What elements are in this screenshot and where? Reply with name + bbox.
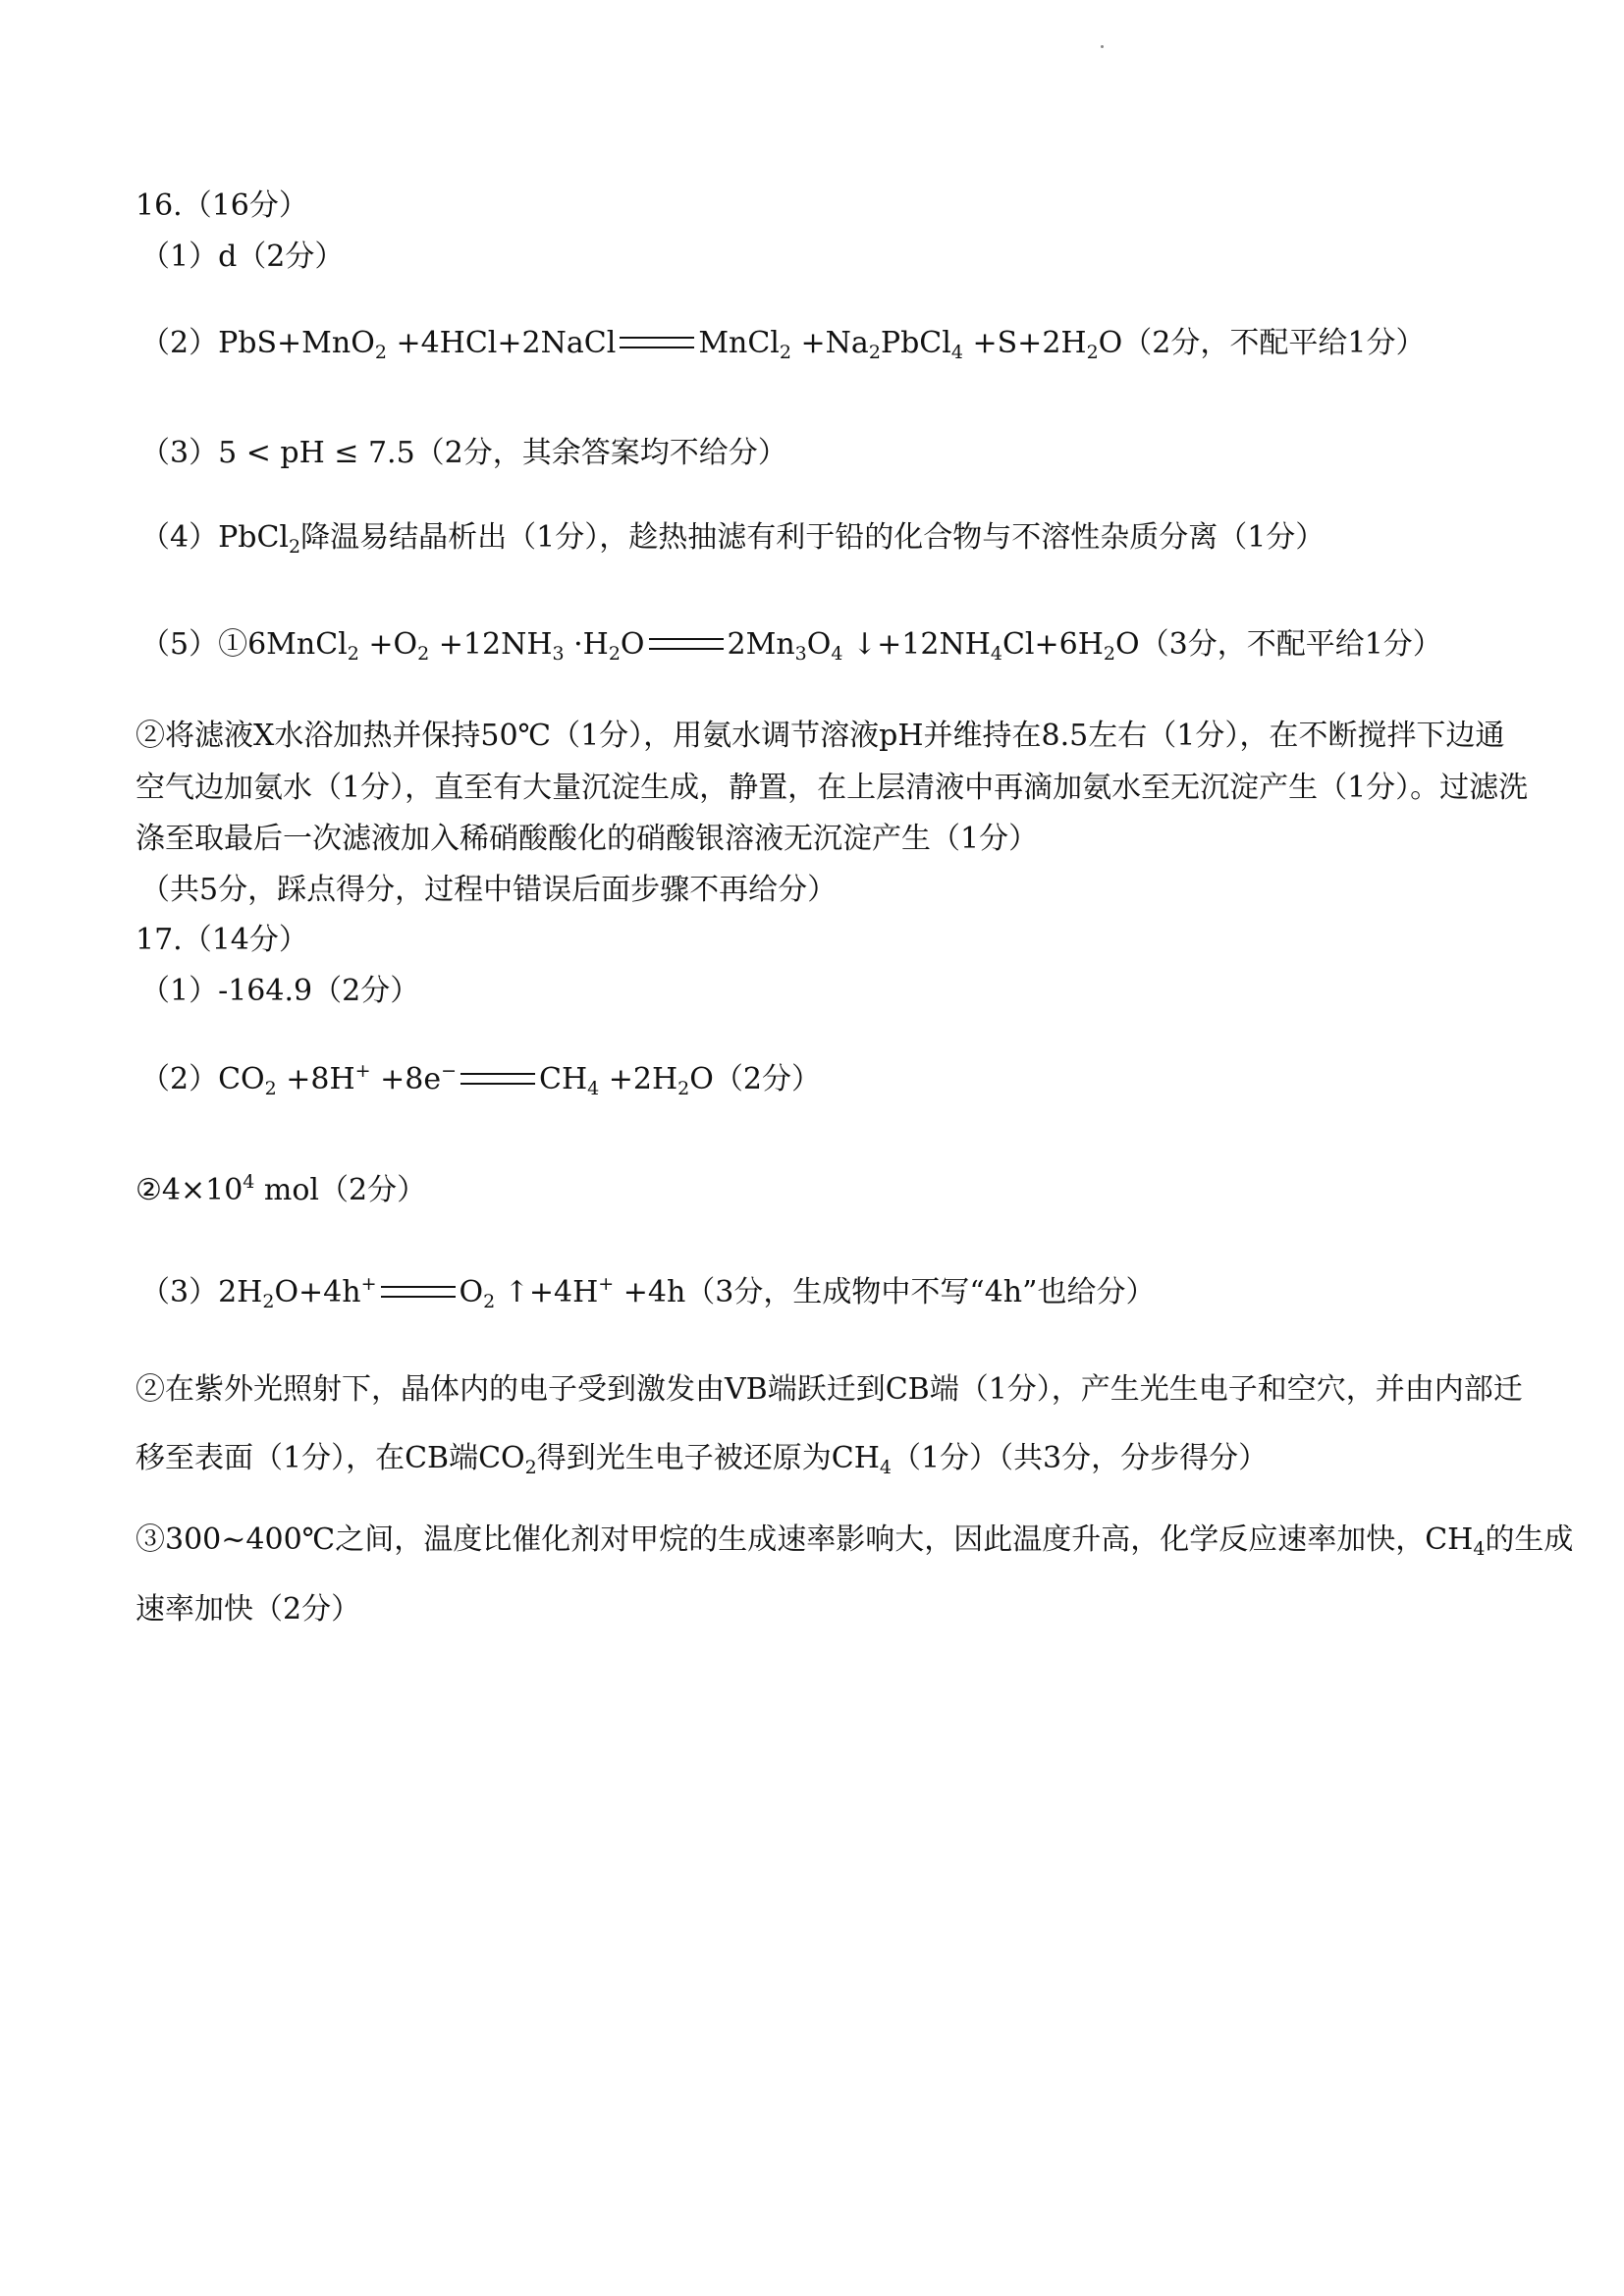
q16-part4: （4）PbCl$_2$降温易结晶析出（1分），趁热抽滤有利于铅的化合物与不溶性杂质分离（1分） <box>140 520 1326 558</box>
equals-sign <box>460 1073 535 1085</box>
q17-part3b-line2: 移至表面（1分），在CB端$CO_2$得到光生电子被还原为$CH_4(1$分）（共3分，分步得分） <box>135 1441 1269 1478</box>
q17-part1: （1）-164.9（2分） <box>140 974 420 1008</box>
equals-sign <box>620 337 694 348</box>
q16-part2-equation: （2）PbS+MnO$_2$ +4HCl+2NaCl MnCl$_2$ $+Na_2PbCl_4 +S+2H_2O(2$分，不配平给1分） <box>140 326 1426 363</box>
q16-part5b-line1: ②将滤液X水浴加热并保持50℃（1分），用氨水调节溶液pH并维持在8.5左右（1分），在不断搅拌下边通 <box>135 719 1505 753</box>
q16-part5-equation: （5）①6MnCl$_2$ $+O_2 +12NH_3 \cdot H_2O$ $2Mn_3O_4$ $↓+12NH_4Cl+6H_2O(3$分，不配平给1分） <box>140 627 1442 665</box>
q16-part1: （1）d（2分） <box>140 240 345 274</box>
q17-header: 17.（14分） <box>135 923 308 957</box>
q17-part3b-line1: ②在紫外光照射下，晶体内的电子受到激发由VB端跃迁到CB端（1分），产生光生电子和空穴，并由内部迁 <box>135 1372 1523 1407</box>
equals-sign <box>649 638 724 650</box>
scan-speck <box>1101 45 1104 48</box>
q17-part3-equation: $(3)2H_2O+4h^+$ $O_2$ ↑+4H+ +4h（3分，生成物中不写“4h”也给分） <box>140 1273 1156 1312</box>
q16-part5b-line3: 涤至取最后一次滤液加入稀硝酸酸化的硝酸银溶液无沉淀产生（1分） <box>135 822 1039 856</box>
q17-part2-equation: $(2)CO_2 +8H^+ +8e^-$ $CH_4 +2H_2O(2$分） <box>140 1060 821 1099</box>
equals-sign <box>381 1286 456 1298</box>
q17-part2b: $②4\times 10^4$ mol（2分） <box>135 1171 427 1207</box>
q16-header: 16.（16分） <box>135 188 308 223</box>
q17-part3c-line1: ③300~400℃之间，温度比催化剂对甲烷的生成速率影响大，因此温度升高，化学反应速率加快，$CH_4$的生成 <box>135 1522 1574 1560</box>
q16-part5b-scoring-note: （共5分，踩点得分，过程中错误后面步骤不再给分） <box>140 873 838 907</box>
q16-part3: （3）5 < pH ≤ 7.5（2分，其余答案均不给分） <box>140 436 787 470</box>
q17-part3c-line2: 速率加快（2分） <box>135 1592 361 1627</box>
q16-part5b-line2: 空气边加氨水（1分），直至有大量沉淀生成，静置，在上层清液中再滴加氨水至无沉淀产生（1分）。过滤洗 <box>135 771 1529 805</box>
